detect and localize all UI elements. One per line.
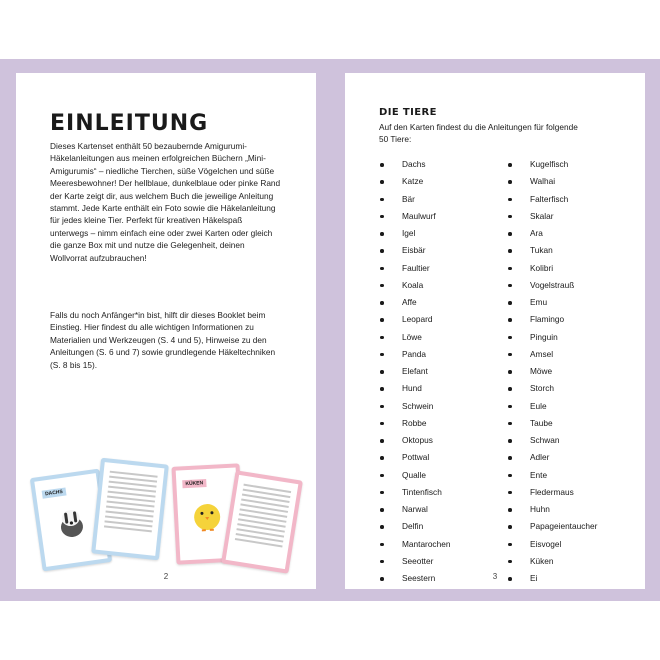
list-item: Falterfisch <box>507 191 597 208</box>
list-item: Koala <box>379 277 450 294</box>
list-item: Robbe <box>379 415 450 432</box>
list-item: Affe <box>379 294 450 311</box>
intro-paragraph-1: Dieses Kartenset enthält 50 bezaubernde Amigurumi-Häkelanleitungen aus meinen erfolgreichen Büchern „Mini-Amigurumis“ – niedliche Tierchen, süße Vögelchen und süße Meeresbewohner! Der hellblaue, dunkelblaue oder pinke Rand der Karte zeigt dir, aus welchem Buch die jeweilige Anleitung stammt. Jede Karte enthält ein Foto sowie die Häkelanleitung für jedes kleine Tier. Perfekt für kreativen Häkelspaß unterwegs – nimm einfach eine oder zwei Karten oder gleich die ganze Box mit und nutze die Gelegenheit, deinen Wollvorrat aufzubrauchen! <box>50 141 281 263</box>
section-title: DIE TIERE <box>379 107 437 118</box>
list-item: Eule <box>507 398 597 415</box>
page-number-left: 2 <box>163 572 169 581</box>
list-item: Pottwal <box>379 449 450 466</box>
list-item: Taube <box>507 415 597 432</box>
animal-list-column-1 <box>379 156 450 587</box>
section-intro: Auf den Karten findest du die Anleitungen für folgende 50 Tiere: <box>379 122 578 145</box>
list-item: Elefant <box>379 363 450 380</box>
list-item: Ara <box>507 225 597 242</box>
list-item: Faultier <box>379 260 450 277</box>
page-title: EINLEITUNG <box>50 111 209 136</box>
list-item: Walhai <box>507 173 597 190</box>
list-item: Seeotter <box>379 553 450 570</box>
list-item: Eisbär <box>379 242 450 259</box>
list-item: Adler <box>507 449 597 466</box>
list-item: Skalar <box>507 208 597 225</box>
list-item: Bär <box>379 191 450 208</box>
list-item: Schwan <box>507 432 597 449</box>
list-item: Fledermaus <box>507 484 597 501</box>
card-label-kueken: KÜKEN <box>182 479 206 488</box>
list-item: Huhn <box>507 501 597 518</box>
list-item: Qualle <box>379 467 450 484</box>
list-item: Seestern <box>379 570 450 587</box>
badger-icon <box>54 503 88 541</box>
list-item: Narwal <box>379 501 450 518</box>
list-item: Maulwurf <box>379 208 450 225</box>
list-item: Delfin <box>379 518 450 535</box>
list-item: Pinguin <box>507 329 597 346</box>
list-item: Igel <box>379 225 450 242</box>
list-item: Mantarochen <box>379 536 450 553</box>
list-item: Möwe <box>507 363 597 380</box>
list-item: Kugelfisch <box>507 156 597 173</box>
list-item: Leopard <box>379 311 450 328</box>
card-instructions-blue <box>91 458 169 561</box>
list-item: Amsel <box>507 346 597 363</box>
card-instructions-pink <box>221 470 303 573</box>
list-item: Vogelstrauß <box>507 277 597 294</box>
list-item: Küken <box>507 553 597 570</box>
list-item: Löwe <box>379 329 450 346</box>
list-item: Oktopus <box>379 432 450 449</box>
left-page <box>16 73 316 589</box>
card-label-dachs: DACHS <box>42 487 67 498</box>
right-page <box>345 73 645 589</box>
list-item: Ei <box>507 570 597 587</box>
page-number-right: 3 <box>492 572 498 581</box>
list-item: Tintenfisch <box>379 484 450 501</box>
list-item: Katze <box>379 173 450 190</box>
chick-icon <box>189 494 225 534</box>
list-item: Dachs <box>379 156 450 173</box>
list-item: Flamingo <box>507 311 597 328</box>
card-illustration <box>16 453 316 553</box>
list-item: Papageientaucher <box>507 518 597 535</box>
list-item: Ente <box>507 467 597 484</box>
list-item: Storch <box>507 380 597 397</box>
list-item: Schwein <box>379 398 450 415</box>
intro-paragraph-2: Falls du noch Anfänger*in bist, hilft dir dieses Booklet beim Einstieg. Hier findest du alle wichtigen Informationen zu Materialien und Werkzeugen (S. 4 und 5), Hinweise zu den Anleitungen (S. 6 und 7) sowie grundlegende Häkeltechniken (S. 8 bis 15). <box>50 310 276 370</box>
animal-list-column-2 <box>507 156 597 587</box>
list-item: Hund <box>379 380 450 397</box>
list-item: Emu <box>507 294 597 311</box>
list-item: Panda <box>379 346 450 363</box>
list-item: Tukan <box>507 242 597 259</box>
list-item: Kolibri <box>507 260 597 277</box>
list-item: Eisvogel <box>507 536 597 553</box>
